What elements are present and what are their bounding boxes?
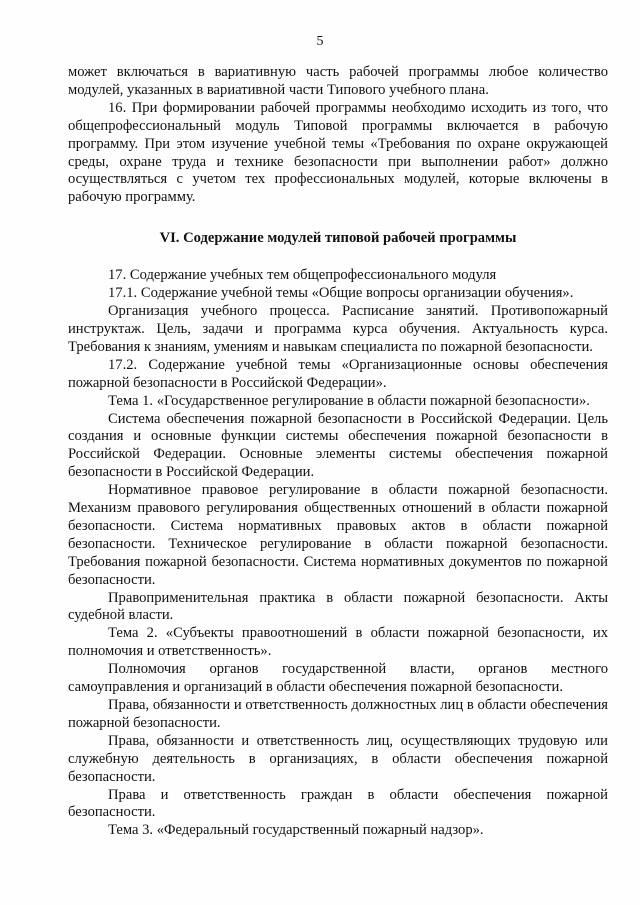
- paragraph: Права, обязанности и ответственность лиц, осуществляющих трудовую или служебную деятельность в организациях, в области обеспечения пожарной безопасности.: [68, 732, 608, 785]
- paragraph: Нормативное правовое регулирование в области пожарной безопасности. Механизм правового регулирования общественных отношений в области пожарной безопасности. Система нормативных правовых актов в области пожарной безопасности. Техническое регулирование в области пожарной безопасности. Требования пожарной безопасности. Система нормативных документов по пожарной безопасности.: [68, 482, 608, 588]
- paragraph: Организация учебного процесса. Расписание занятий. Противопожарный инструктаж. Цель, задачи и программа курса обучения. Актуальность курса. Требования к знаниям, умениям и навыкам специалиста по пожарной безопасности.: [68, 303, 608, 355]
- document-body: [68, 64, 608, 840]
- paragraph: 17.1. Содержание учебной темы «Общие вопросы организации обучения».: [108, 285, 574, 302]
- paragraph: Полномочия органов государственной власти, органов местного самоуправления и организаций в области обеспечения пожарной безопасности.: [68, 661, 608, 696]
- paragraph: Тема 1. «Государственное регулирование в области пожарной безопасности».: [108, 392, 590, 409]
- paragraph: Тема 2. «Субъекты правоотношений в области пожарной безопасности, их полномочия и ответственность».: [68, 625, 608, 660]
- paragraph: Тема 3. «Федеральный государственный пожарный надзор».: [108, 822, 484, 839]
- paragraph: 17. Содержание учебных тем общепрофессионального модуля: [108, 267, 497, 284]
- paragraph: Права и ответственность граждан в области обеспечения пожарной безопасности.: [68, 786, 608, 821]
- section-heading: VI. Содержание модулей типовой рабочей программы: [159, 230, 517, 247]
- paragraph: 16. При формировании рабочей программы необходимо исходить из того, что общепрофессиональный модуль Типовой программы включается в рабочую программу. При этом изучение учебной темы «Требования по охране окружающей среды, охране труда и технике безопасности при выполнении работ» должно осуществляться с учетом тех профессиональных модулей, которые включены в рабочую программу.: [68, 99, 608, 206]
- paragraph: Система обеспечения пожарной безопасности в Российской Федерации. Цель создания и основные функции системы обеспечения пожарной безопасности в Российской Федерации. Основные элементы системы обеспечения пожарной безопасности в Российской Федерации.: [68, 410, 608, 481]
- paragraph: может включаться в вариативную часть рабочей программы любое количество модулей, указанных в вариативной части Типового учебного плана.: [68, 64, 608, 98]
- page-number: 5: [316, 34, 324, 49]
- paragraph: 17.2. Содержание учебной темы «Организационные основы обеспечения пожарной безопасности в Российской Федерации».: [68, 356, 608, 391]
- paragraph: Права, обязанности и ответственность должностных лиц в области обеспечения пожарной безопасности.: [68, 697, 608, 731]
- paragraph: Правоприменительная практика в области пожарной безопасности. Акты судебной власти.: [68, 589, 608, 624]
